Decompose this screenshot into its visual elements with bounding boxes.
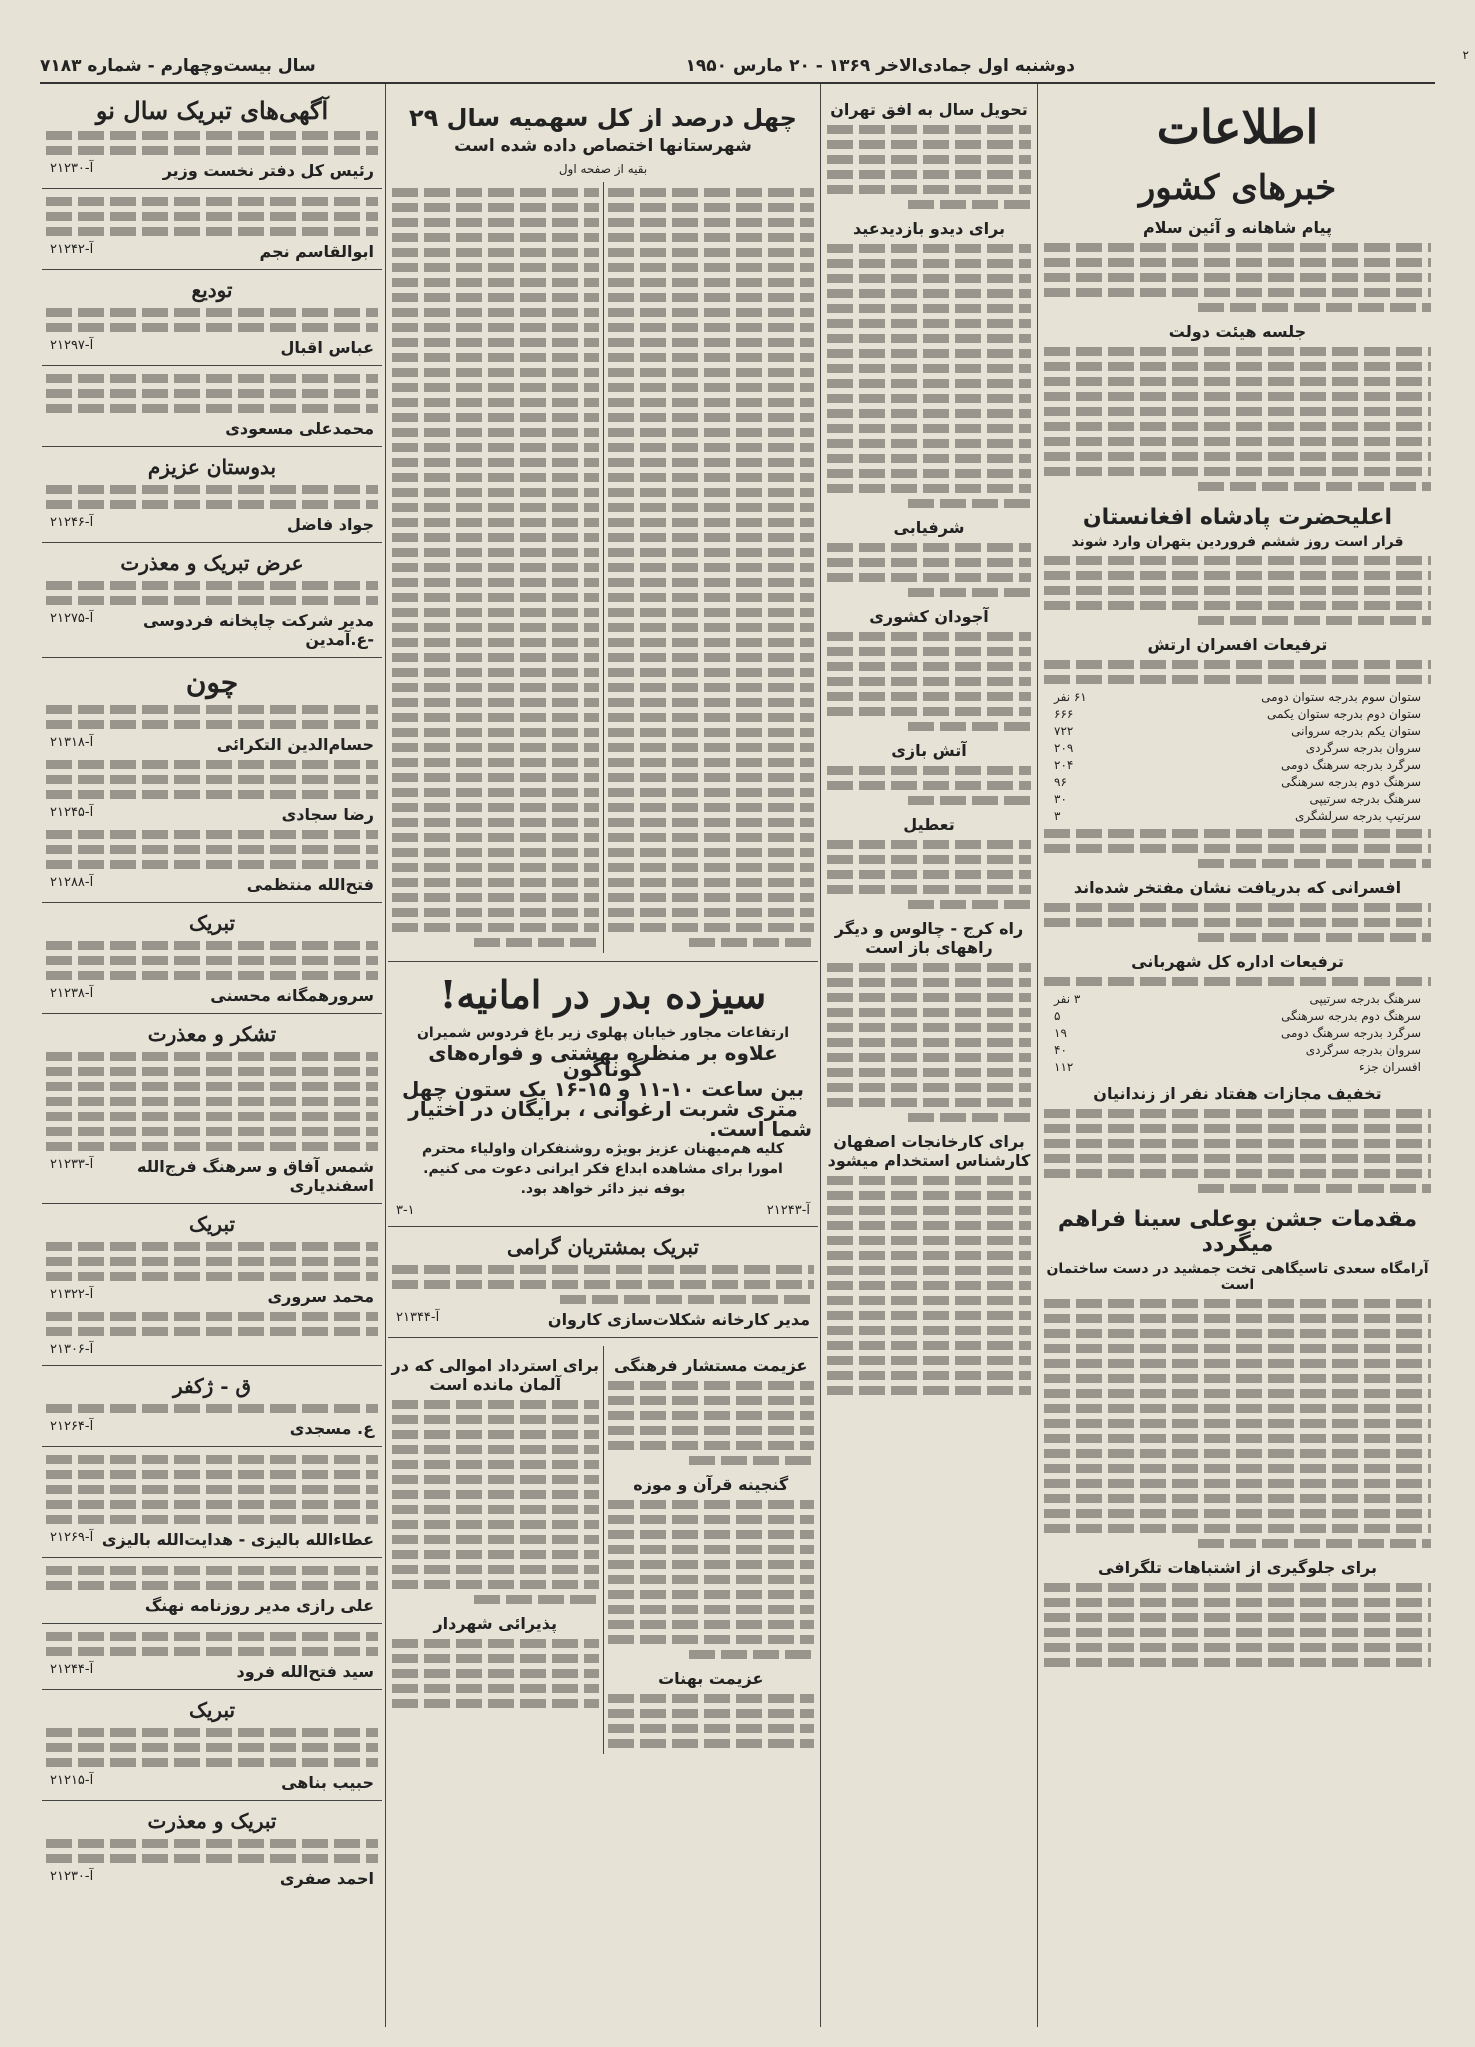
- rank-count: ۶۱ نفر: [1054, 690, 1087, 704]
- rank-count: ۴۰: [1054, 1043, 1067, 1057]
- rank-row: [1054, 1060, 1421, 1074]
- headline: تخفیف مجازات هفتاد نفر از زندانیان: [1093, 1084, 1382, 1103]
- ad-code: ۳-۱: [396, 1203, 415, 1218]
- rank-label: سرهنگ بدرجه سرتیپی: [1309, 992, 1421, 1006]
- rank-row: [1054, 1043, 1421, 1057]
- rank-label: سرهنگ دوم بدرجه سرهنگی: [1281, 1009, 1421, 1023]
- ad-signature: فتح‌الله منتظمی: [246, 875, 374, 894]
- headline: ترفیعات اداره کل شهربانی: [1131, 952, 1344, 971]
- rank-label: سرهنگ دوم بدرجه سرهنگی: [1281, 775, 1421, 789]
- headline: مقدمات جشن بوعلی سینا فراهم میگردد: [1057, 1207, 1418, 1257]
- ad-code: آ-۲۱۲۱۵: [50, 1773, 94, 1788]
- ad-signature: محمد سروری: [267, 1287, 374, 1306]
- headline: برای جلوگیری از اشتباهات تلگرافی: [1097, 1558, 1378, 1577]
- ad-line: شما است.: [709, 1117, 812, 1141]
- section-title: خبرهای کشور: [1138, 168, 1337, 208]
- rank-list: [1040, 992, 1435, 1074]
- column-divider: [1037, 84, 1038, 2027]
- ad-signature: محمدعلی مسعودی: [225, 419, 374, 438]
- subheadline: قرار است روز ششم فروردین بتهران وارد شوند: [1071, 534, 1404, 550]
- ad-signature: سرورهمگانه محسنی: [210, 986, 374, 1005]
- rank-label: سرگرد بدرجه سرهنگ دومی: [1280, 758, 1421, 772]
- rank-row: [1054, 1026, 1421, 1040]
- ad-code: آ-۲۱۳۰۶: [50, 1342, 94, 1357]
- headline: پذیرائی شهردار: [433, 1614, 558, 1633]
- headline: پیام شاهانه و آئین سلام: [1142, 218, 1333, 237]
- ad-code: آ-۲۱۲۸۸: [50, 875, 94, 890]
- ad-signature: علی رازی مدیر روزنامه نهنگ: [144, 1596, 374, 1615]
- ad-signature: ع. مسجدی: [289, 1419, 374, 1438]
- ad-signature: احمد صفری: [279, 1869, 374, 1888]
- ad-signature: رضا سجادی: [281, 805, 374, 824]
- ad-code: آ-۲۱۲۳۸: [50, 986, 94, 1001]
- page-number: ۲: [1462, 48, 1469, 62]
- ad-signature: حسام‌الدین التکرائی: [216, 735, 374, 754]
- headline: عزیمت مستشار فرهنگی: [614, 1356, 808, 1375]
- ad-title: عرض تبریک و معذرت: [120, 551, 304, 575]
- ad-code: آ-۲۱۲۴۴: [50, 1662, 94, 1677]
- ad-code: آ-۲۱۲۳۰: [50, 161, 94, 176]
- ad-signature: ابوالقاسم نجم: [259, 242, 374, 261]
- ad-code: آ-۲۱۳۴۴: [396, 1310, 440, 1325]
- rank-label: ستوان سوم بدرجه ستوان دومی: [1261, 690, 1421, 704]
- rank-label: ستوان یکم بدرجه سروانی: [1291, 724, 1421, 738]
- ad-code: آ-۲۱۲۳۳: [50, 1157, 94, 1172]
- headline: گنجینه قرآن و موزه: [633, 1475, 789, 1494]
- rank-label: سرگرد بدرجه سرهنگ دومی: [1280, 1026, 1421, 1040]
- headline: افسرانی که بدریافت نشان مفتخر شده‌اند: [1073, 878, 1402, 897]
- ad-code: آ-۲۱۲۴۳: [766, 1203, 810, 1218]
- rank-row: [1054, 992, 1421, 1006]
- ad-signature: رئیس کل دفتر نخست وزیر: [162, 161, 374, 180]
- rank-label: سروان بدرجه سرگردی: [1305, 741, 1421, 755]
- rank-row: [1054, 707, 1421, 721]
- continued-note: بقیه از صفحه اول: [558, 162, 648, 176]
- ad-title: بدوستان عزیزم: [147, 455, 277, 479]
- rank-count: ۳: [1054, 809, 1061, 823]
- ad-signature: سید فتح‌الله فرود: [236, 1662, 374, 1681]
- rank-count: ۲۰۹: [1054, 741, 1074, 755]
- rank-row: [1054, 809, 1421, 823]
- ad-line: بوفه نیز دائر خواهد بود.: [520, 1181, 686, 1197]
- ad-title: تبریک بمشتریان گرامی: [507, 1235, 699, 1259]
- rank-row: [1054, 1009, 1421, 1023]
- ad-line: امورا برای مشاهده ابداع فکر ایرانی دعوت می کنیم.: [423, 1161, 783, 1177]
- headline: جلسه هیئت دولت: [1168, 322, 1307, 341]
- rank-list: [1040, 690, 1435, 823]
- ad-title: ق - ژکفر: [172, 1374, 252, 1398]
- ad-signature: جواد فاضل: [286, 515, 374, 534]
- column-country-news: [1040, 90, 1435, 2027]
- header-bar: [40, 52, 1435, 80]
- rank-row: [1054, 741, 1421, 755]
- column-ads: [42, 90, 382, 2027]
- rank-row: [1054, 758, 1421, 772]
- rank-row: [1054, 792, 1421, 806]
- headline: اعلیحضرت پادشاه افغانستان: [1082, 505, 1393, 530]
- rank-count: ۳۰: [1054, 792, 1067, 806]
- ad-signature: عطاءالله بالیزی - هدایت‌الله بالیزی: [101, 1530, 374, 1549]
- ad-code: آ-۲۱۲۳۰: [50, 1869, 94, 1884]
- ad-signature: عباس اقبال: [280, 338, 374, 357]
- header-date: دوشنبه اول جمادی‌الاخر ۱۳۶۹ - ۲۰ مارس ۱۹۵۰: [685, 56, 1075, 76]
- ad-title: تبریک و معذرت: [147, 1809, 277, 1833]
- subheadline: شهرستانها اختصاص داده شده است: [454, 136, 752, 156]
- rank-label: ستوان دوم بدرجه ستوان یکمی: [1266, 707, 1421, 721]
- ad-title: تودیع: [191, 278, 233, 302]
- ad-line: علاوه بر منظره بهشتی و فواره‌های گوناگون: [428, 1041, 778, 1081]
- rank-count: ۶۶۶: [1054, 707, 1074, 721]
- rank-count: ۹۶: [1054, 775, 1067, 789]
- ad-title: تبریک: [188, 1698, 236, 1722]
- ad-code: آ-۲۱۲۶۴: [50, 1419, 94, 1434]
- ad-signature: حبیب بناهی: [281, 1773, 374, 1792]
- ad-code: آ-۲۱۲۴۵: [50, 805, 94, 820]
- headline: شرفیابی: [893, 518, 965, 537]
- rank-label: سرتیپ بدرجه سرلشگری: [1294, 809, 1421, 823]
- masthead: اطلاعات: [1156, 100, 1319, 154]
- rank-count: ۱۹: [1054, 1026, 1067, 1040]
- rank-count: ۳ نفر: [1054, 992, 1081, 1006]
- ad-signature: شمس آفاق و سرهنگ فرج‌الله اسفندیاری: [137, 1157, 374, 1195]
- ad-line: کلیه هم‌میهنان عزیز بویژه روشنفکران واولیاء محترم: [422, 1141, 784, 1157]
- rank-count: ۱۱۲: [1054, 1060, 1074, 1074]
- headline: راه کرج - چالوس و دیگر راههای باز است: [834, 919, 1024, 957]
- rank-label: سرهنگ بدرجه سرتیپی: [1309, 792, 1421, 806]
- ad-code: آ-۲۱۳۲۲: [50, 1287, 94, 1302]
- column-middle: [388, 90, 818, 2027]
- ad-title: چون: [185, 666, 239, 699]
- rank-count: ۷۲۲: [1054, 724, 1074, 738]
- ad-title: تبریک: [188, 1212, 236, 1236]
- header-issue: سال بیست‌وچهارم - شماره ۷۱۸۳: [40, 56, 316, 76]
- subheadline: آرامگاه سعدی تاسیگاهی تخت جمشید در دست ساختمان است: [1046, 1261, 1429, 1293]
- headline: عزیمت بهنات: [658, 1669, 764, 1688]
- ad-line: بین ساعت ۱۰-۱۱ و ۱۵-۱۶ یک ستون چهل: [401, 1077, 805, 1101]
- headline: ترفیعات افسران ارتش: [1147, 635, 1328, 654]
- headline: آتش بازی: [891, 741, 967, 760]
- column-news-2: [823, 90, 1035, 2027]
- rank-count: ۲۰۴: [1054, 758, 1074, 772]
- headline: چهل درصد از کل سهمیه سال ۲۹: [409, 104, 797, 132]
- rank-label: افسران جزء: [1358, 1060, 1421, 1074]
- headline: آجودان کشوری: [869, 607, 989, 626]
- rank-row: [1054, 775, 1421, 789]
- ad-title: تبریک: [188, 911, 236, 935]
- headline: برای استرداد اموالی که در آلمان مانده است: [391, 1356, 600, 1394]
- rank-label: سروان بدرجه سرگردی: [1305, 1043, 1421, 1057]
- headline: تحویل سال به افق تهران: [830, 100, 1028, 119]
- column-divider: [385, 84, 386, 2027]
- headline: تعطیل: [903, 815, 955, 834]
- ad-code: آ-۲۱۲۷۵: [50, 611, 94, 626]
- headline: برای دیدو بازدیدعید: [852, 219, 1006, 238]
- headline: برای کارخانجات اصفهان کارشناس استخدام میشود: [827, 1132, 1031, 1170]
- rank-row: [1054, 724, 1421, 738]
- ad-signature: مدیر کارخانه شکلات‌سازی کاروان: [547, 1310, 810, 1329]
- ad-code: آ-۲۱۳۱۸: [50, 735, 94, 750]
- ad-code: آ-۲۱۲۹۷: [50, 338, 94, 353]
- ad-code: آ-۲۱۲۶۹: [50, 1530, 94, 1545]
- ad-signature: مدیر شرکت چاپخانه فردوسی -ع.آمدین: [142, 611, 374, 649]
- rank-count: ۵: [1054, 1009, 1061, 1023]
- column-divider: [820, 84, 821, 2027]
- header-rule: [40, 82, 1435, 84]
- ads-title: آگهی‌های تبریک سال نو: [95, 96, 329, 125]
- ad-line: ارتفاعات مجاور خیابان پهلوی زیر باغ فردوس شمیران: [416, 1025, 790, 1041]
- ad-code: آ-۲۱۲۴۶: [50, 515, 94, 530]
- ad-line: متری شربت ارغوانی ، برایگان در اختیار: [408, 1097, 798, 1121]
- ad-title: سیزده بدر در امانیه!: [439, 972, 767, 1017]
- rank-row: [1054, 690, 1421, 704]
- ad-title: تشکر و معذرت: [147, 1022, 277, 1046]
- ad-code: آ-۲۱۲۴۲: [50, 242, 94, 257]
